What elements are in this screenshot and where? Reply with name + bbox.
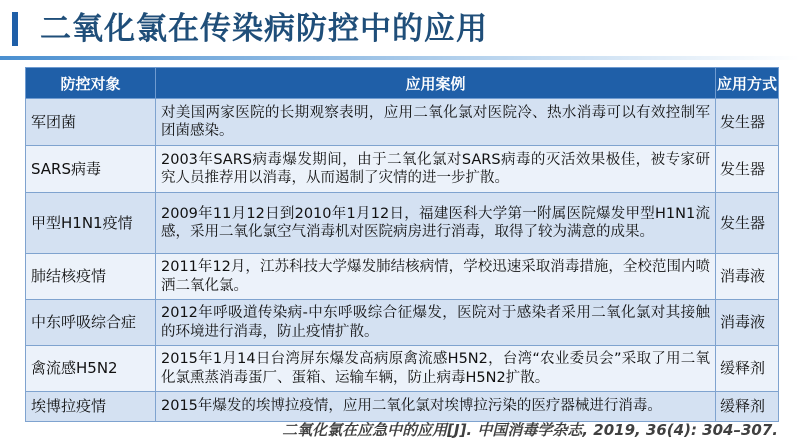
cell-method: 缓释剂: [716, 392, 779, 422]
page-title: 二氧化氯在传染病防控中的应用: [40, 11, 488, 47]
citation: 二氧化氯在应急中的应用[J]. 中国消毒学杂志, 2019, 36(4): 304–307.: [282, 421, 778, 439]
table-header-row: [26, 68, 779, 99]
cell-method: 缓释剂: [716, 346, 779, 392]
cell-case: 2012年呼吸道传染病-中东呼吸综合征爆发，医院对于感染者采用二氧化氯对其接触的环境进行消毒，防止疫情扩散。: [156, 300, 716, 346]
cell-target: 军团菌: [26, 99, 156, 146]
cell-case: 2015年爆发的埃博拉疫情，应用二氧化氯对埃博拉污染的医疗器械进行消毒。: [156, 392, 716, 422]
cell-method: 发生器: [716, 99, 779, 146]
cell-target: 肺结核疫情: [26, 254, 156, 300]
table-row: [26, 392, 779, 422]
table-row: [26, 193, 779, 254]
title-accent-bar: [12, 12, 18, 46]
cell-target: SARS病毒: [26, 146, 156, 193]
cell-case: 2003年SARS病毒爆发期间，由于二氧化氯对SARS病毒的灭活效果极佳，被专家研究人员推荐用以消毒，从而遏制了灾情的进一步扩散。: [156, 146, 716, 193]
table-row: [26, 99, 779, 146]
title-divider: [0, 56, 800, 60]
cell-target: 甲型H1N1疫情: [26, 193, 156, 254]
table-row: [26, 254, 779, 300]
cell-case: 对美国两家医院的长期观察表明，应用二氧化氯对医院冷、热水消毒可以有效控制军团菌感染。: [156, 99, 716, 146]
cell-target: 中东呼吸综合症: [26, 300, 156, 346]
table-row: [26, 346, 779, 392]
cell-method: 发生器: [716, 146, 779, 193]
cell-method: 发生器: [716, 193, 779, 254]
cell-method: 消毒液: [716, 254, 779, 300]
cell-method: 消毒液: [716, 300, 779, 346]
cell-case: 2015年1月14日台湾屏东爆发高病原禽流感H5N2，台湾“农业委员会”采取了用二氧化氯熏蒸消毒蛋厂、蛋箱、运输车辆，防止病毒H5N2扩散。: [156, 346, 716, 392]
cell-case: 2009年11月12日到2010年1月12日，福建医科大学第一附属医院爆发甲型H1N1流感，采用二氧化氯空气消毒机对医院病房进行消毒，取得了较为满意的成果。: [156, 193, 716, 254]
cell-target: 埃博拉疫情: [26, 392, 156, 422]
header-target: 防控对象: [26, 68, 156, 99]
application-table: [25, 67, 779, 422]
header-case: 应用案例: [156, 68, 716, 99]
table-row: [26, 146, 779, 193]
header-method: 应用方式: [716, 68, 779, 99]
cell-target: 禽流感H5N2: [26, 346, 156, 392]
cell-case: 2011年12月，江苏科技大学爆发肺结核病情，学校迅速采取消毒措施，全校范围内喷洒二氧化氯。: [156, 254, 716, 300]
table-row: [26, 300, 779, 346]
